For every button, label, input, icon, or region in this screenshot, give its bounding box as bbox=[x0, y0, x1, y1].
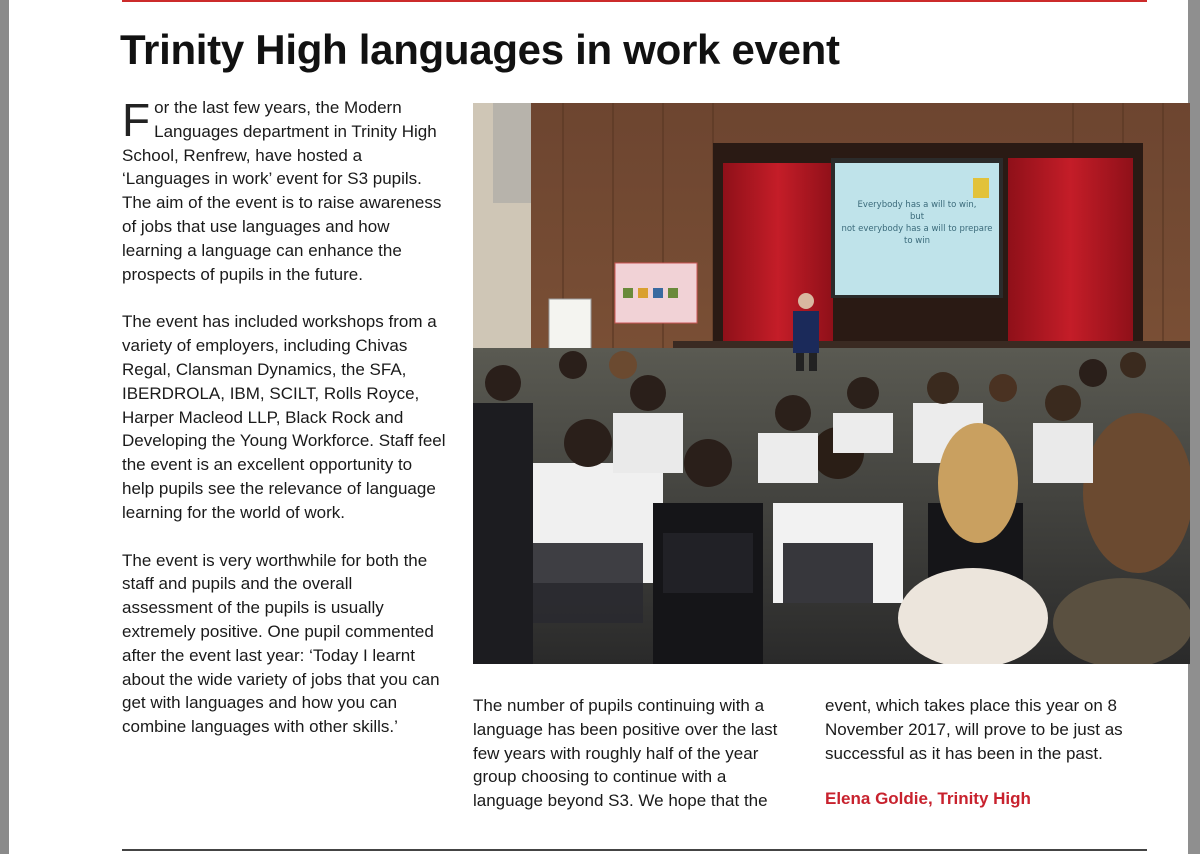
article-title: Trinity High languages in work event bbox=[120, 26, 840, 73]
paragraph-continuing: The number of pupils continuing with a language has been positive over the last few years with roughly half of the year group choosing to continue with a language beyond S3. We hope that the bbox=[473, 696, 778, 811]
paragraph-employers: The event has included workshops from a variety of employers, including Chivas Regal, Clansman Dynamics, the SFA, IBERDROLA, IBM, SCILT, Rolls Royce, Harper Macleod LLP, Black Rock and Developing the Young Workforce. Staff feel the event is an excellent opportunity to help pupils see the relevance of language learning for the world of work. bbox=[122, 312, 446, 522]
speaker-figure bbox=[793, 311, 819, 353]
drop-cap: F bbox=[122, 94, 151, 146]
paragraph-intro bbox=[122, 96, 447, 286]
page-edge-left bbox=[0, 0, 9, 854]
article-column-right bbox=[825, 694, 1150, 811]
slide-text-line1: Everybody has a will to win, bbox=[857, 200, 977, 210]
paragraph-intro-text: or the last few years, the Modern Languages department in Trinity High School, Renfrew, have hosted a ‘Languages in work’ event for S3 pupils. The aim of the event is to raise awareness of jobs that use languages and how learning a language can enhance the prospects of pupils in the future. bbox=[122, 98, 442, 284]
bottom-rule bbox=[122, 849, 1147, 851]
paragraph-conclusion: event, which takes place this year on 8 November 2017, will prove to be just as successful as it has been in the past. bbox=[825, 696, 1123, 763]
author-byline: Elena Goldie, Trinity High bbox=[825, 789, 1031, 809]
slide-text-line3: not everybody has a will to prepare bbox=[841, 224, 993, 234]
slide-crest bbox=[973, 178, 989, 198]
top-rule bbox=[122, 0, 1147, 2]
paragraph-assessment: The event is very worthwhile for both the staff and pupils and the overall assessment of the pupils is usually extremely positive. One pupil commented after the event last year: ‘Today I learnt about the wide variety of jobs that you can get with languages and how you can combine languages with other skills.’ bbox=[122, 550, 440, 737]
article-column-middle bbox=[473, 694, 798, 813]
slide-text-line2: but bbox=[909, 212, 925, 222]
flipchart bbox=[549, 299, 591, 349]
event-photo bbox=[473, 103, 1190, 664]
article-column-left bbox=[122, 96, 447, 739]
slide-text-line4: to win bbox=[904, 236, 930, 246]
